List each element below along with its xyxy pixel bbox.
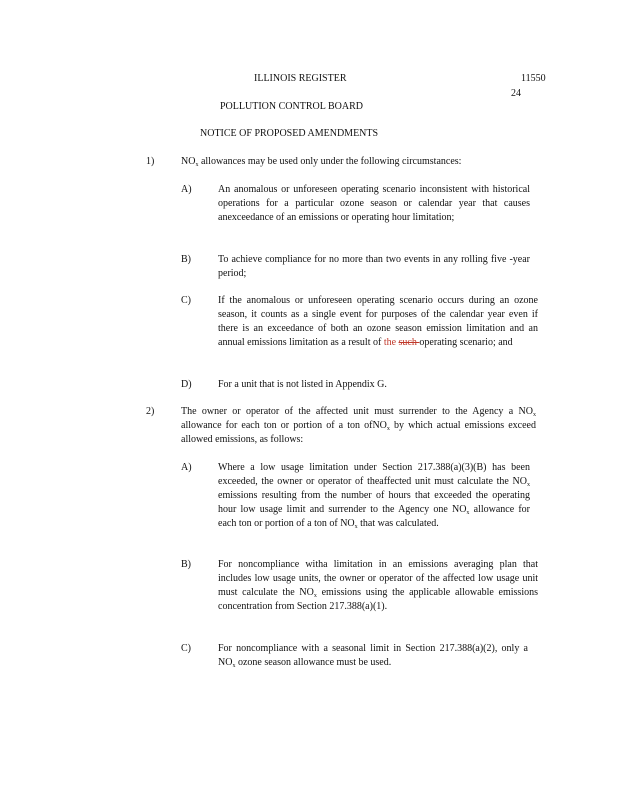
inserted-text: the [383,337,397,348]
deleted-text: such [398,337,420,348]
item-1c-text: If the anomalous or unforeseen operating scenario occurs during an ozone season, it counts as a single event for purposes of the calendar year even if there is an exceedance of both an ozone season emission limitation and an annual emissions limitation as a result of the such operating scenario; and [218,295,538,348]
item-2a-text: Where a low usage limitation under Section 217.388(a)(3)(B) has been exceeded, the owner or operator of theaffected unit must calculate the $NO_x$ emissions resulting from the number of hours that exceeded the operating hour low usage limit and surrender to the Agency one $NO_x$ allowance for each ton or portion of a ton of $NO_x$ that was calculated. [218,462,530,530]
item-label: B) [181,559,191,570]
issue-number: 24 [511,88,521,99]
section-label: 1) [146,156,155,167]
item-label: A) [181,462,192,473]
board-title: POLLUTION CONTROL BOARD [220,101,363,112]
item-label: B) [181,254,191,265]
item-label: D) [181,379,192,390]
item-2c-text: For noncompliance with a seasonal limit in Section 217.388(a)(2), only a $NO_x$ ozone season allowance must be used. [218,643,528,669]
item-2b-text: For noncompliance witha limitation in an emissions averaging plan that includes low usage units, the owner or operator of the affected low usage unit must calculate the $NO_x$ emissions using the applicable allowable emissions concentration from Section 217.388(a)(1). [218,559,538,612]
notice-title: NOTICE OF PROPOSED AMENDMENTS [200,128,379,139]
section-2-intro: The owner or operator of the affected unit must surrender to the Agency a $NO_x$ allowance for each ton or portion of a ton ofNO$_x$ by which actual emissions exceed allowed emissions, as follows: [181,406,536,445]
item-label: A) [181,184,192,195]
register-title: ILLINOIS REGISTER [254,73,347,84]
item-1b-text: To achieve compliance for no more than two events in any rolling five -year period; [218,254,530,279]
item-label: C) [181,643,191,654]
item-label: C) [181,295,191,306]
page-number: 11550 [521,73,546,84]
section-label: 2) [146,406,155,417]
item-1d-text: For a unit that is not listed in Appendix G. [218,379,387,390]
item-1a-text: An anomalous or unforeseen operating scenario inconsistent with historical operations for a particular ozone season or calendar year that causes anexceedance of an emissions or operating hour limitation; [218,184,530,223]
section-1-intro: $NO_x$ allowances may be used only under the following circumstances: [181,156,462,168]
